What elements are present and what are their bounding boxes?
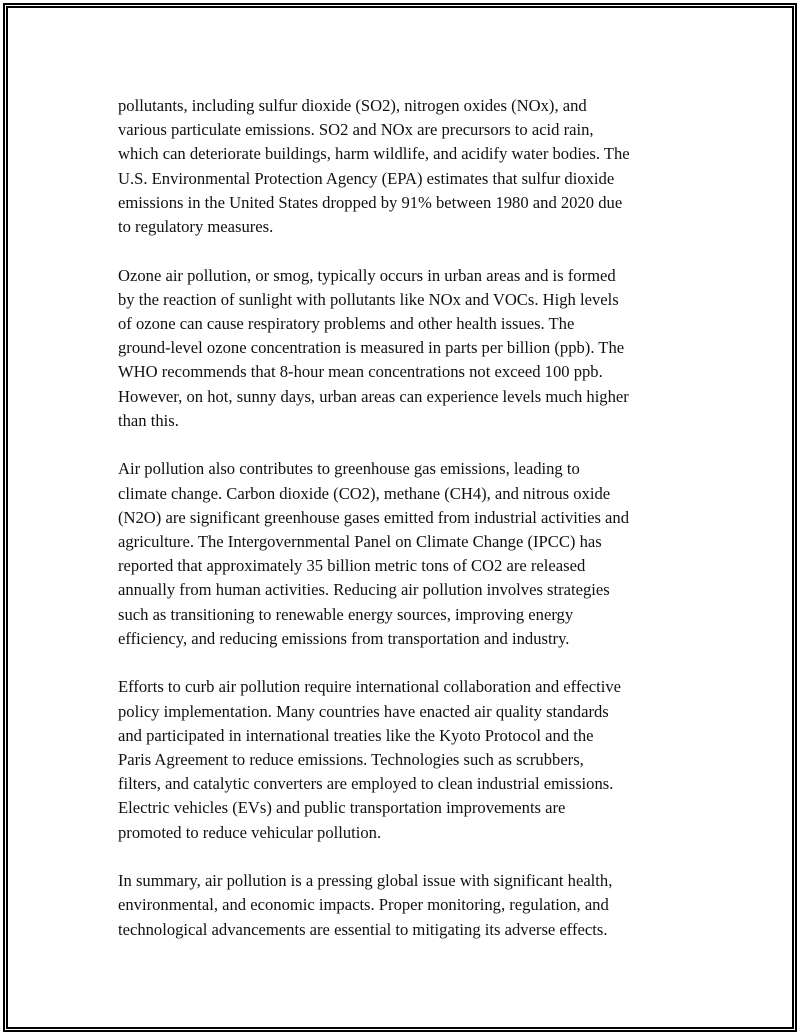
- document-body: [118, 94, 698, 942]
- text-line: pollutants, including sulfur dioxide (SO2), nitrogen oxides (NOx), and: [118, 96, 587, 115]
- text-line: ground-level ozone concentration is measured in parts per billion (ppb). The: [118, 338, 625, 358]
- text-line: Ozone air pollution, or smog, typically occurs in urban areas and is formed: [118, 265, 616, 285]
- paragraph-greenhouse: [118, 457, 698, 651]
- text-line: of ozone can cause respiratory problems and other health issues. The: [118, 314, 575, 334]
- text-line: Efforts to curb air pollution require international collaboration and effective: [118, 677, 622, 697]
- text-line: Electric vehicles (EVs) and public transportation improvements are: [118, 798, 566, 818]
- text-line: to regulatory measures.: [118, 217, 274, 237]
- text-line: U.S. Environmental Protection Agency (EPA) estimates that sulfur dioxide: [118, 168, 615, 188]
- text-line: (N2O) are significant greenhouse gases emitted from industrial activities and: [118, 507, 630, 527]
- text-line: various particulate emissions. SO2 and NOx are precursors to acid rain,: [118, 120, 594, 140]
- text-line: In summary, air pollution is a pressing global issue with significant health,: [118, 871, 613, 891]
- text-line: annually from human activities. Reducing air pollution involves strategies: [118, 580, 610, 600]
- text-line: agriculture. The Intergovernmental Panel on Climate Change (IPCC) has: [118, 532, 602, 552]
- paragraph-efforts: [118, 675, 698, 844]
- paragraph-ozone: [118, 264, 698, 433]
- text-line: such as transitioning to renewable energy sources, improving energy: [118, 604, 574, 624]
- text-line: Air pollution also contributes to greenhouse gas emissions, leading to: [118, 459, 580, 479]
- text-line: efficiency, and reducing emissions from transportation and industry.: [118, 628, 570, 648]
- text-line: However, on hot, sunny days, urban areas can experience levels much higher: [118, 386, 629, 406]
- text-line: Paris Agreement to reduce emissions. Technologies such as scrubbers,: [118, 750, 584, 770]
- text-line: technological advancements are essential to mitigating its adverse effects.: [118, 919, 608, 939]
- text-line: filters, and catalytic converters are employed to clean industrial emissions.: [118, 774, 614, 794]
- text-line: by the reaction of sunlight with pollutants like NOx and VOCs. High levels: [118, 289, 619, 309]
- text-line: policy implementation. Many countries have enacted air quality standards: [118, 701, 609, 721]
- text-line: climate change. Carbon dioxide (CO2), methane (CH4), and nitrous oxide: [118, 483, 611, 503]
- text-line: which can deteriorate buildings, harm wildlife, and acidify water bodies. The: [118, 144, 630, 164]
- text-line: emissions in the United States dropped by 91% between 1980 and 2020 due: [118, 192, 623, 212]
- paragraph-sulfur-nitrogen: [118, 94, 698, 239]
- text-line: promoted to reduce vehicular pollution.: [118, 822, 382, 842]
- text-line: than this.: [118, 410, 179, 430]
- text-line: reported that approximately 35 billion metric tons of CO2 are released: [118, 556, 586, 576]
- text-line: and participated in international treaties like the Kyoto Protocol and the: [118, 725, 594, 745]
- paragraph-summary: [118, 869, 698, 942]
- text-line: environmental, and economic impacts. Proper monitoring, regulation, and: [118, 895, 609, 915]
- text-line: WHO recommends that 8-hour mean concentrations not exceed 100 ppb.: [118, 362, 603, 382]
